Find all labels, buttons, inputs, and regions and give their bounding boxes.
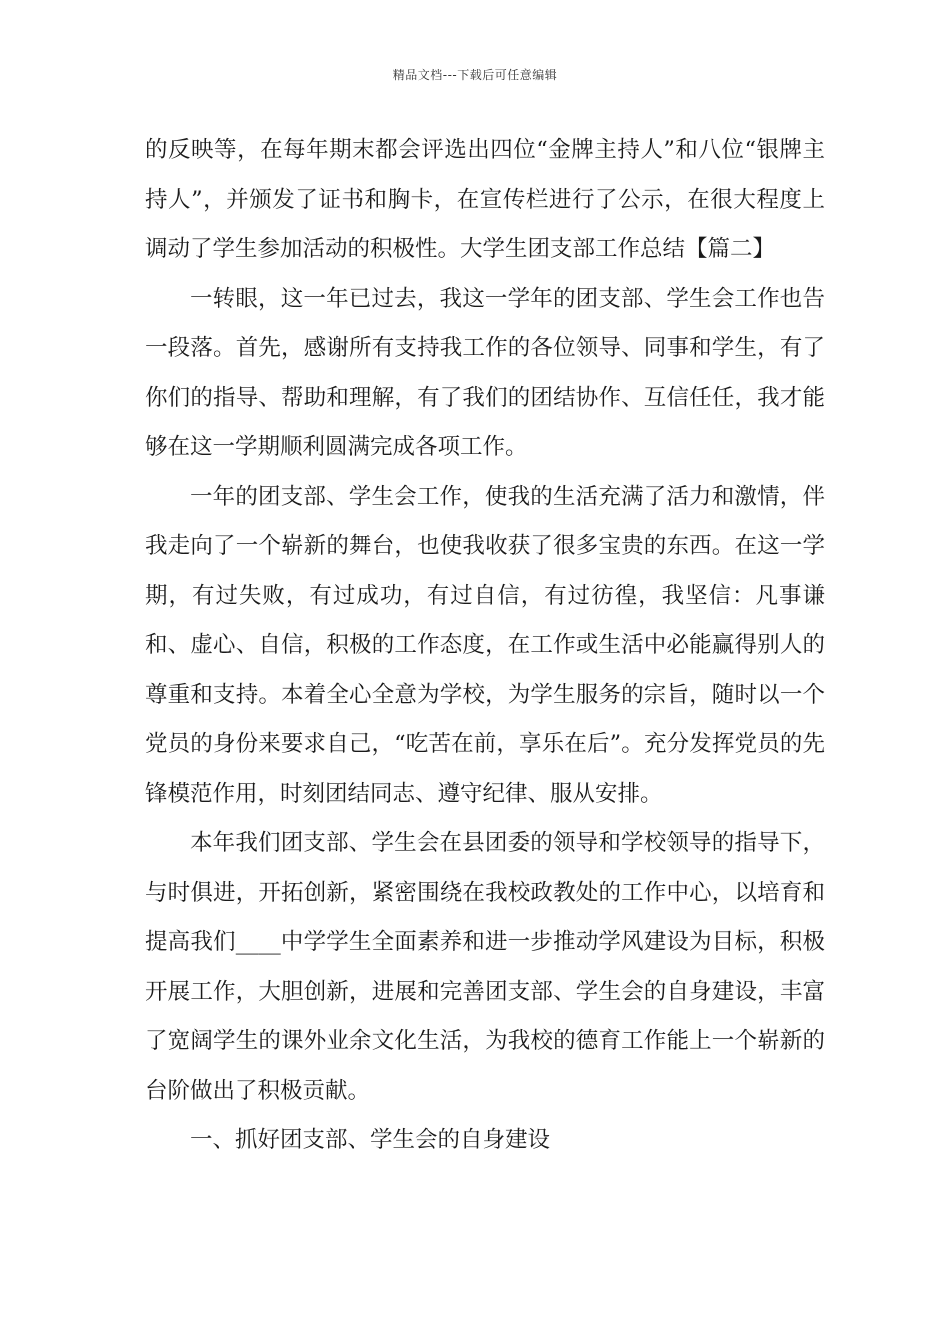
page-header: 精品文档---下载后可任意编辑: [392, 68, 558, 82]
paragraph-continuation: 的反映等，在每年期末都会评选出四位“金牌主持人”和八位“银牌主持人”，并颁发了证书和胸卡，在宣传栏进行了公示，在很大程度上调动了学生参加活动的积极性。大学生团支部工作总结【篇二】: [145, 137, 825, 262]
section-heading: 一、抓好团支部、学生会的自身建设: [190, 1127, 551, 1153]
document-body: [145, 126, 825, 1166]
paragraph-reflection: 一年的团支部、学生会工作，使我的生活充满了活力和激情，伴我走向了一个崭新的舞台，也使我收获了很多宝贵的东西。在这一学期，有过失败，有过成功，有过自信，有过彷徨，我坚信：凡事谦和、虚心、自信，积极的工作态度，在工作或生活中必能赢得别人的尊重和支持。本着全心全意为学校，为学生服务的宗旨，随时以一个党员的身份来要求自己，“吃苦在前，享乐在后”。充分发挥党员的先锋模范作用，时刻团结同志、遵守纪律、服从安排。: [145, 483, 825, 807]
paragraph-summary: 本年我们团支部、学生会在县团委的领导和学校领导的指导下，与时俱进，开拓创新，紧密围绕在我校政教处的工作中心，以培育和提高我们____中学学生全面素养和进一步推动学风建设为目标，积极开展工作，大胆创新，进展和完善团支部、学生会的自身建设，丰富了宽阔学生的课外业余文化生活，为我校的德育工作能上一个崭新的台阶做出了积极贡献。: [145, 830, 825, 1104]
paragraph-intro: 一转眼，这一年已过去，我这一学年的团支部、学生会工作也告一段落。首先，感谢所有支持我工作的各位领导、同事和学生，有了你们的指导、帮助和理解，有了我们的团结协作、互信任任，我才能够在这一学期顺利圆满完成各项工作。: [145, 285, 825, 460]
